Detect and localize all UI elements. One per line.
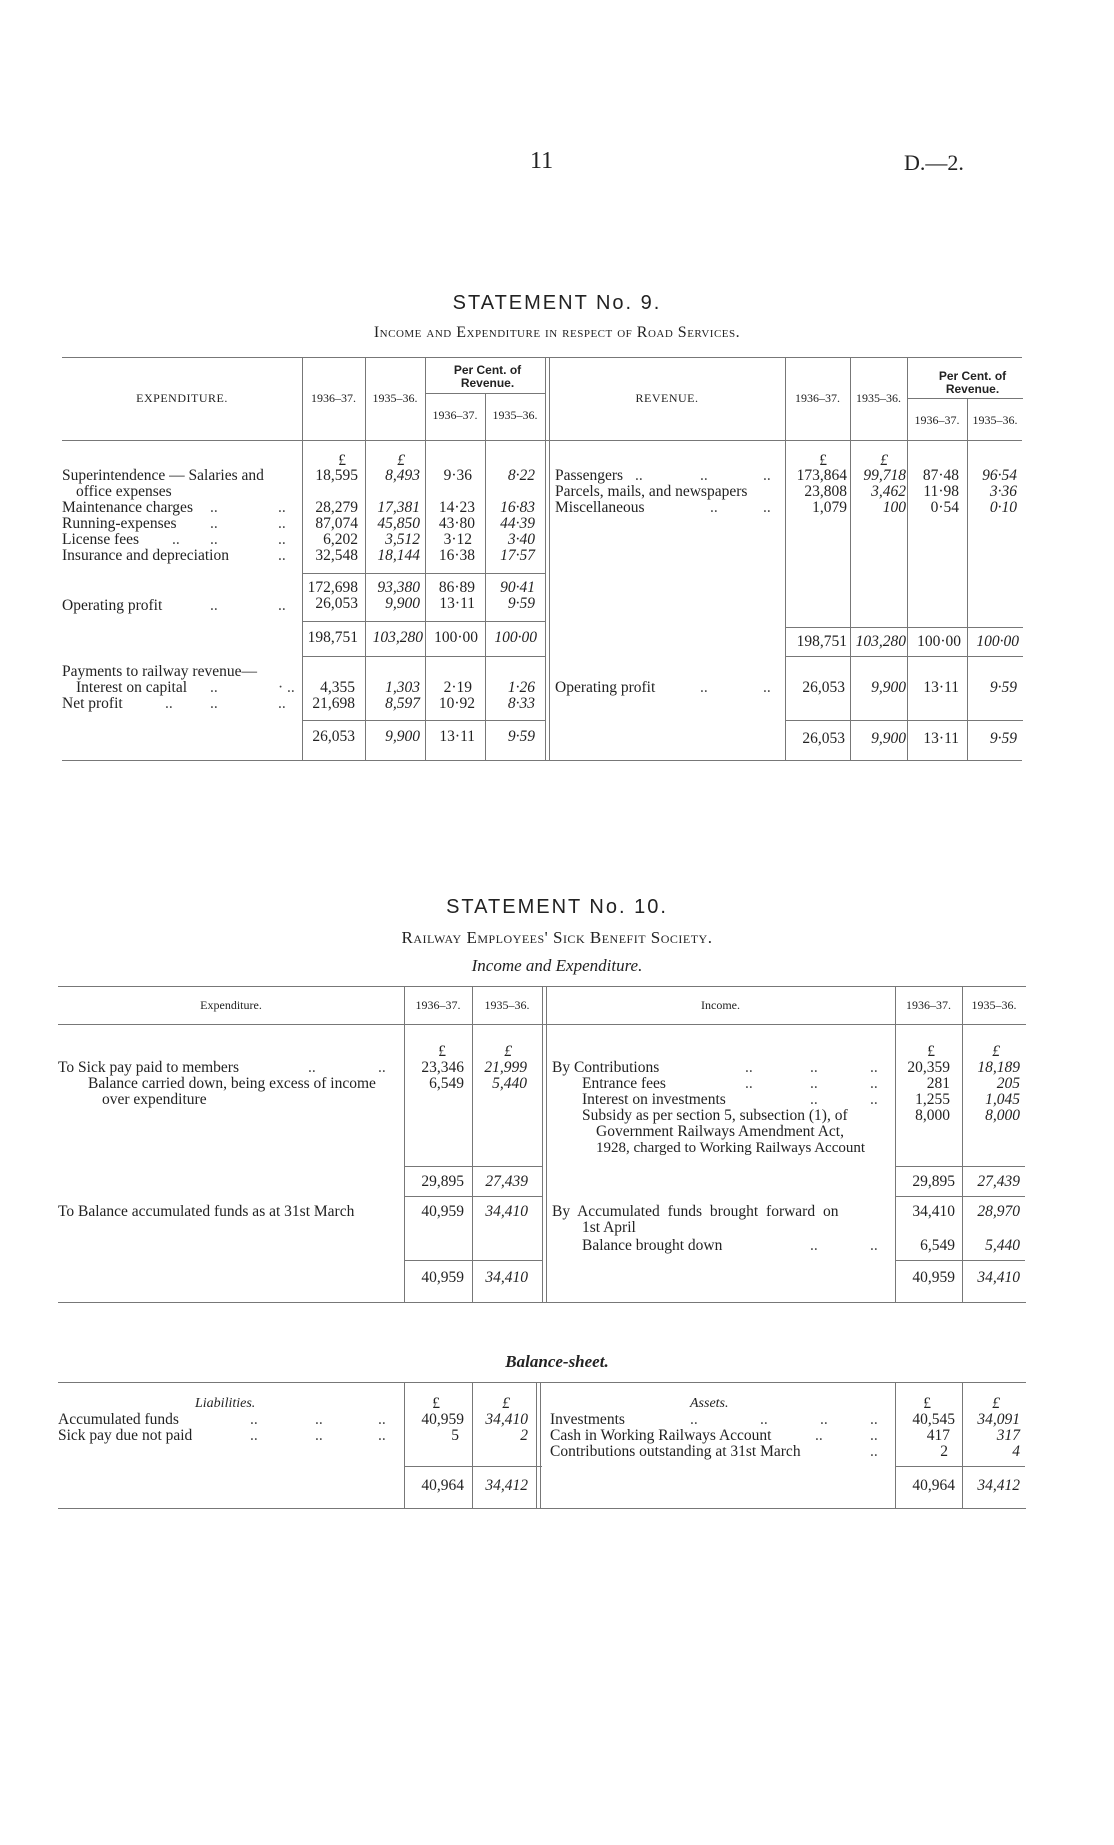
liability-v36: 40,959 <box>421 1411 464 1428</box>
leader-dots: .. <box>210 515 218 532</box>
rev-v35: 99,718 <box>863 467 906 484</box>
rev-total-p36: 100·00 <box>917 633 961 650</box>
s10-exp-line: over expenditure <box>102 1091 207 1108</box>
s10-acc-line: 1st April <box>582 1219 636 1236</box>
rev-v36: 1,079 <box>812 499 847 516</box>
statement-10-subsubtitle: Income and Expenditure. <box>471 956 643 975</box>
leader-dots: .. <box>378 1427 386 1444</box>
asset-label: Contributions outstanding at 31st March <box>550 1443 801 1460</box>
liability-label: Accumulated funds <box>58 1411 179 1428</box>
rev-row-label: Miscellaneous <box>555 499 645 516</box>
asset-label: Investments <box>550 1411 625 1428</box>
net-profit-label: Net profit <box>62 695 123 712</box>
leader-dots: .. <box>250 1411 258 1428</box>
pound-sign: £ <box>923 1395 931 1412</box>
op-profit-v35: 9,900 <box>385 595 420 612</box>
leader-dots: .. <box>210 597 218 614</box>
s10-inc-subtotal-v35: 27,439 <box>977 1173 1020 1190</box>
liability-v35: 34,410 <box>485 1411 528 1428</box>
statement-9-subtitle: Income and Expenditure in respect of Road Services. <box>373 324 741 341</box>
s10-total-v35: 34,410 <box>485 1269 528 1286</box>
rev-op-profit-p35: 9·59 <box>989 679 1017 696</box>
liabilities-header: Liabilities. <box>195 1396 256 1411</box>
rev-pct-1935-header: 1935–36. <box>972 413 1018 427</box>
assets-total-v35: 34,412 <box>977 1477 1020 1494</box>
liability-v35: 2 <box>520 1427 528 1444</box>
s10-col-1935-header: 1935–36. <box>484 998 530 1012</box>
rev-total-v36: 198,751 <box>796 633 847 650</box>
exp-p35: 3·40 <box>507 531 535 548</box>
leader-dots: .. <box>870 1091 878 1108</box>
rev-op-profit-v36: 26,053 <box>802 679 845 696</box>
interest-p36: 2·19 <box>443 679 472 696</box>
s10-balance-v36: 40,959 <box>421 1203 464 1220</box>
rev-p36: 87·48 <box>922 467 959 484</box>
interest-p35: 1·26 <box>507 679 535 696</box>
s10-inc-v35: 8,000 <box>985 1107 1020 1124</box>
operating-profit-label: Operating profit <box>62 597 163 614</box>
s10-inc-line: 1928, charged to Working Railways Account <box>596 1140 866 1156</box>
leader-dots: .. <box>165 695 173 712</box>
s10-acc-line: By Accumulated funds brought forward on <box>552 1203 839 1220</box>
leader-dots: .. <box>210 679 218 696</box>
exp-p35: 17·57 <box>500 547 535 564</box>
op-profit-p36: 13·11 <box>439 595 475 612</box>
rev-op-profit-p36: 13·11 <box>923 679 959 696</box>
rev-p35: 3·36 <box>989 483 1017 500</box>
rev-col-1936-header: 1936–37. <box>795 391 840 405</box>
rev-col-1935-header: 1935–36. <box>856 391 901 405</box>
revenue-header: REVENUE. <box>635 391 699 405</box>
asset-v35: 4 <box>1012 1443 1020 1460</box>
s10-col-1936-header: 1936–37. <box>415 998 461 1012</box>
s10-inc-v35: 1,045 <box>985 1091 1020 1108</box>
op-profit-v36: 26,053 <box>315 595 358 612</box>
s10-inc-line: Government Railways Amendment Act, <box>596 1123 844 1140</box>
exp-p36: 43·80 <box>438 515 475 532</box>
interest-v36: 4,355 <box>320 679 355 696</box>
exp-p35: 8·22 <box>507 467 535 484</box>
exp-row-label: Superintendence — Salaries and <box>62 467 264 484</box>
asset-v36: 40,545 <box>912 1411 955 1428</box>
leader-dots: .. <box>315 1427 323 1444</box>
leader-dots: .. <box>810 1237 818 1254</box>
s10-income-header: Income. <box>701 998 740 1012</box>
rev-op-profit-v35: 9,900 <box>871 679 906 696</box>
leader-dots: .. <box>820 1411 828 1428</box>
leader-dots: .. <box>172 531 180 548</box>
s10-inc-v36: 8,000 <box>915 1107 950 1124</box>
s10-exp-line: To Sick pay paid to members <box>58 1059 240 1076</box>
leader-dots: .. <box>278 547 286 564</box>
leader-dots: .. <box>870 1237 878 1254</box>
s10-inc-v35: 205 <box>996 1075 1020 1092</box>
s10-acc-v35: 5,440 <box>985 1237 1020 1254</box>
exp-v36: 18,595 <box>315 467 358 484</box>
pound-sign: £ <box>397 452 405 469</box>
asset-v36: 417 <box>926 1427 950 1444</box>
exp-v35: 8,493 <box>385 467 420 484</box>
leader-dots: .. <box>635 467 643 484</box>
asset-label: Cash in Working Railways Account <box>550 1427 772 1444</box>
leader-dots: .. <box>710 499 718 516</box>
exp-v35: 18,144 <box>377 547 420 564</box>
pound-sign: £ <box>880 452 888 469</box>
s10-inc-total-v35: 34,410 <box>977 1269 1020 1286</box>
leader-dots: .. <box>760 1411 768 1428</box>
leader-dots: .. <box>700 467 708 484</box>
exp-subtotal-p35: 90·41 <box>500 579 535 596</box>
s10-inc-line: Interest on investments <box>582 1091 726 1108</box>
leader-dots: .. <box>210 695 218 712</box>
s10-subtotal-v36: 29,895 <box>421 1173 464 1190</box>
exp-total-p35: 100·00 <box>494 629 537 646</box>
payments-label: Payments to railway revenue— <box>62 663 257 680</box>
exp-v35: 3,512 <box>385 531 420 548</box>
leader-dots: .. <box>210 531 218 548</box>
leader-dots: .. <box>315 1411 323 1428</box>
expenditure-header: EXPENDITURE. <box>136 391 228 405</box>
leader-dots: .. <box>210 499 218 516</box>
exp-p35: 44·39 <box>500 515 535 532</box>
s10-acc-v35: 28,970 <box>977 1203 1020 1220</box>
asset-v35: 34,091 <box>977 1411 1020 1428</box>
pound-sign: £ <box>927 1043 935 1060</box>
leader-dots: .. <box>763 467 771 484</box>
assets-header: Assets. <box>690 1396 729 1411</box>
rev-v36: 23,808 <box>804 483 847 500</box>
s10-inc-col-1936-header: 1936–37. <box>906 998 951 1012</box>
pct-header: Per Cent. of Revenue. <box>453 363 522 390</box>
net-profit-v35: 8,597 <box>385 695 420 712</box>
exp-total-p36: 100·00 <box>434 629 478 646</box>
liability-label: Sick pay due not paid <box>58 1427 193 1444</box>
rev-p36: 0·54 <box>930 499 959 516</box>
exp-final-p36: 13·11 <box>439 728 475 745</box>
exp-p36: 9·36 <box>443 467 472 484</box>
exp-final-v35: 9,900 <box>385 728 420 745</box>
pound-sign: £ <box>504 1043 512 1060</box>
rev-row-label: Passengers <box>555 467 624 484</box>
leader-dots: .. <box>870 1411 878 1428</box>
s10-balance-label: To Balance accumulated funds as at 31st March <box>58 1203 355 1220</box>
exp-p36: 3·12 <box>443 531 472 548</box>
net-profit-p36: 10·92 <box>438 695 475 712</box>
rev-operating-profit-label: Operating profit <box>555 679 656 696</box>
leader-dots: .. <box>745 1059 753 1076</box>
rev-p36: 11·98 <box>923 483 959 500</box>
leader-dots: .. <box>810 1091 818 1108</box>
s10-balance-v35: 34,410 <box>485 1203 528 1220</box>
leader-dots: .. <box>278 515 286 532</box>
exp-v35: 17,381 <box>377 499 420 516</box>
statement-10-title: STATEMENT No. 10. <box>446 896 668 918</box>
leader-dots: .. <box>278 695 286 712</box>
s10-acc-v36: 34,410 <box>912 1203 955 1220</box>
liability-v36: 5 <box>451 1427 459 1444</box>
pound-sign: £ <box>432 1395 440 1412</box>
s10-exp-v36: 6,549 <box>429 1075 464 1092</box>
col-1936-header: 1936–37. <box>311 391 356 405</box>
net-profit-p35: 8·33 <box>507 695 535 712</box>
exp-v35: 45,850 <box>377 515 420 532</box>
s10-inc-line: Entrance fees <box>582 1075 666 1092</box>
s10-inc-v36: 20,359 <box>907 1059 950 1076</box>
pound-sign: £ <box>502 1395 510 1412</box>
leader-dots: .. <box>763 679 771 696</box>
liab-total-v35: 34,412 <box>485 1477 528 1494</box>
document-reference: D.—2. <box>904 150 964 175</box>
exp-row-label: Maintenance charges <box>62 499 193 516</box>
liab-total-v36: 40,964 <box>421 1477 464 1494</box>
leader-dots: .. <box>810 1075 818 1092</box>
rev-v36: 173,864 <box>796 467 847 484</box>
exp-row-label: office expenses <box>76 483 172 500</box>
exp-row-label: Running-expenses <box>62 515 177 532</box>
s10-acc-line: Balance brought down <box>582 1237 723 1254</box>
s10-total-v36: 40,959 <box>421 1269 464 1286</box>
leader-dots: .. <box>870 1075 878 1092</box>
pound-sign: £ <box>819 452 827 469</box>
rev-row-label: Parcels, mails, and newspapers <box>555 483 748 500</box>
leader-dots: .. <box>378 1059 386 1076</box>
s10-inc-v36: 1,255 <box>915 1091 950 1108</box>
rev-final-v36: 26,053 <box>802 730 845 747</box>
exp-v36: 6,202 <box>323 531 358 548</box>
rev-pct-header: Per Cent. of Revenue. <box>938 369 1007 396</box>
leader-dots: .. <box>278 531 286 548</box>
s10-inc-v36: 281 <box>926 1075 950 1092</box>
leader-dots: .. <box>700 679 708 696</box>
exp-subtotal-p36: 86·89 <box>438 579 475 596</box>
rev-pct-1936-header: 1936–37. <box>914 413 960 427</box>
exp-row-label: License fees <box>62 531 140 548</box>
pound-sign: £ <box>338 452 346 469</box>
op-profit-p35: 9·59 <box>507 595 535 612</box>
exp-final-v36: 26,053 <box>312 728 355 745</box>
pound-sign: £ <box>992 1395 1000 1412</box>
s10-inc-v35: 18,189 <box>977 1059 1020 1076</box>
pct-1936-header: 1936–37. <box>432 408 478 422</box>
rev-final-v35: 9,900 <box>871 730 906 747</box>
leader-dots: .. <box>378 1411 386 1428</box>
exp-subtotal-v35: 93,380 <box>377 579 420 596</box>
asset-v36: 2 <box>940 1443 948 1460</box>
rev-p35: 96·54 <box>982 467 1017 484</box>
leader-dots: .. <box>308 1059 316 1076</box>
leader-dots: .. <box>745 1075 753 1092</box>
leader-dots: .. <box>250 1427 258 1444</box>
s10-exp-line: Balance carried down, being excess of income <box>88 1075 376 1092</box>
exp-p35: 16·83 <box>500 499 535 516</box>
exp-total-v36: 198,751 <box>307 629 358 646</box>
leader-dots: .. <box>870 1427 878 1444</box>
asset-v35: 317 <box>996 1427 1020 1444</box>
leader-dots: · .. <box>278 679 295 696</box>
rev-final-p35: 9·59 <box>989 730 1017 747</box>
col-1935-header: 1935–36. <box>372 391 418 405</box>
s10-acc-v36: 6,549 <box>920 1237 955 1254</box>
s10-expenditure-header: Expenditure. <box>200 998 262 1012</box>
exp-v36: 87,074 <box>315 515 358 532</box>
interest-label: Interest on capital <box>76 679 188 696</box>
leader-dots: .. <box>763 499 771 516</box>
rev-final-p36: 13·11 <box>923 730 959 747</box>
s10-inc-line: By Contributions <box>552 1059 660 1076</box>
leader-dots: .. <box>278 597 286 614</box>
exp-v36: 28,279 <box>315 499 358 516</box>
balance-sheet-title: Balance-sheet. <box>505 1352 609 1371</box>
statement-9-title: STATEMENT No. 9. <box>452 292 662 314</box>
exp-total-v35: 103,280 <box>372 629 423 646</box>
exp-p36: 16·38 <box>438 547 475 564</box>
s10-inc-total-v36: 40,959 <box>912 1269 955 1286</box>
pct-1935-header: 1935–36. <box>492 408 538 422</box>
leader-dots: .. <box>810 1059 818 1076</box>
leader-dots: .. <box>815 1427 823 1444</box>
exp-subtotal-v36: 172,698 <box>307 579 358 596</box>
rev-total-p35: 100·00 <box>976 633 1019 650</box>
rev-v35: 3,462 <box>871 483 906 500</box>
rev-p35: 0·10 <box>989 499 1017 516</box>
pound-sign: £ <box>438 1043 446 1060</box>
leader-dots: .. <box>870 1059 878 1076</box>
rev-total-v35: 103,280 <box>855 633 906 650</box>
exp-final-p35: 9·59 <box>507 728 535 745</box>
leader-dots: .. <box>690 1411 698 1428</box>
s10-inc-subtotal-v36: 29,895 <box>912 1173 955 1190</box>
rev-v35: 100 <box>882 499 906 516</box>
s10-subtotal-v35: 27,439 <box>485 1173 528 1190</box>
net-profit-v36: 21,698 <box>312 695 355 712</box>
assets-total-v36: 40,964 <box>912 1477 955 1494</box>
pound-sign: £ <box>992 1043 1000 1060</box>
exp-v36: 32,548 <box>315 547 358 564</box>
exp-row-label: Insurance and depreciation <box>62 547 229 564</box>
page-number: 11 <box>530 148 554 174</box>
s10-inc-col-1935-header: 1935–36. <box>971 998 1017 1012</box>
s10-inc-line: Subsidy as per section 5, subsection (1), of <box>582 1107 848 1124</box>
s10-exp-v35: 21,999 <box>484 1059 527 1076</box>
s10-exp-v36: 23,346 <box>421 1059 464 1076</box>
leader-dots: .. <box>278 499 286 516</box>
interest-v35: 1,303 <box>385 679 420 696</box>
s10-exp-v35: 5,440 <box>492 1075 527 1092</box>
leader-dots: .. <box>870 1443 878 1460</box>
exp-p36: 14·23 <box>438 499 475 516</box>
statement-10-subtitle: Railway Employees' Sick Benefit Society. <box>401 928 713 947</box>
